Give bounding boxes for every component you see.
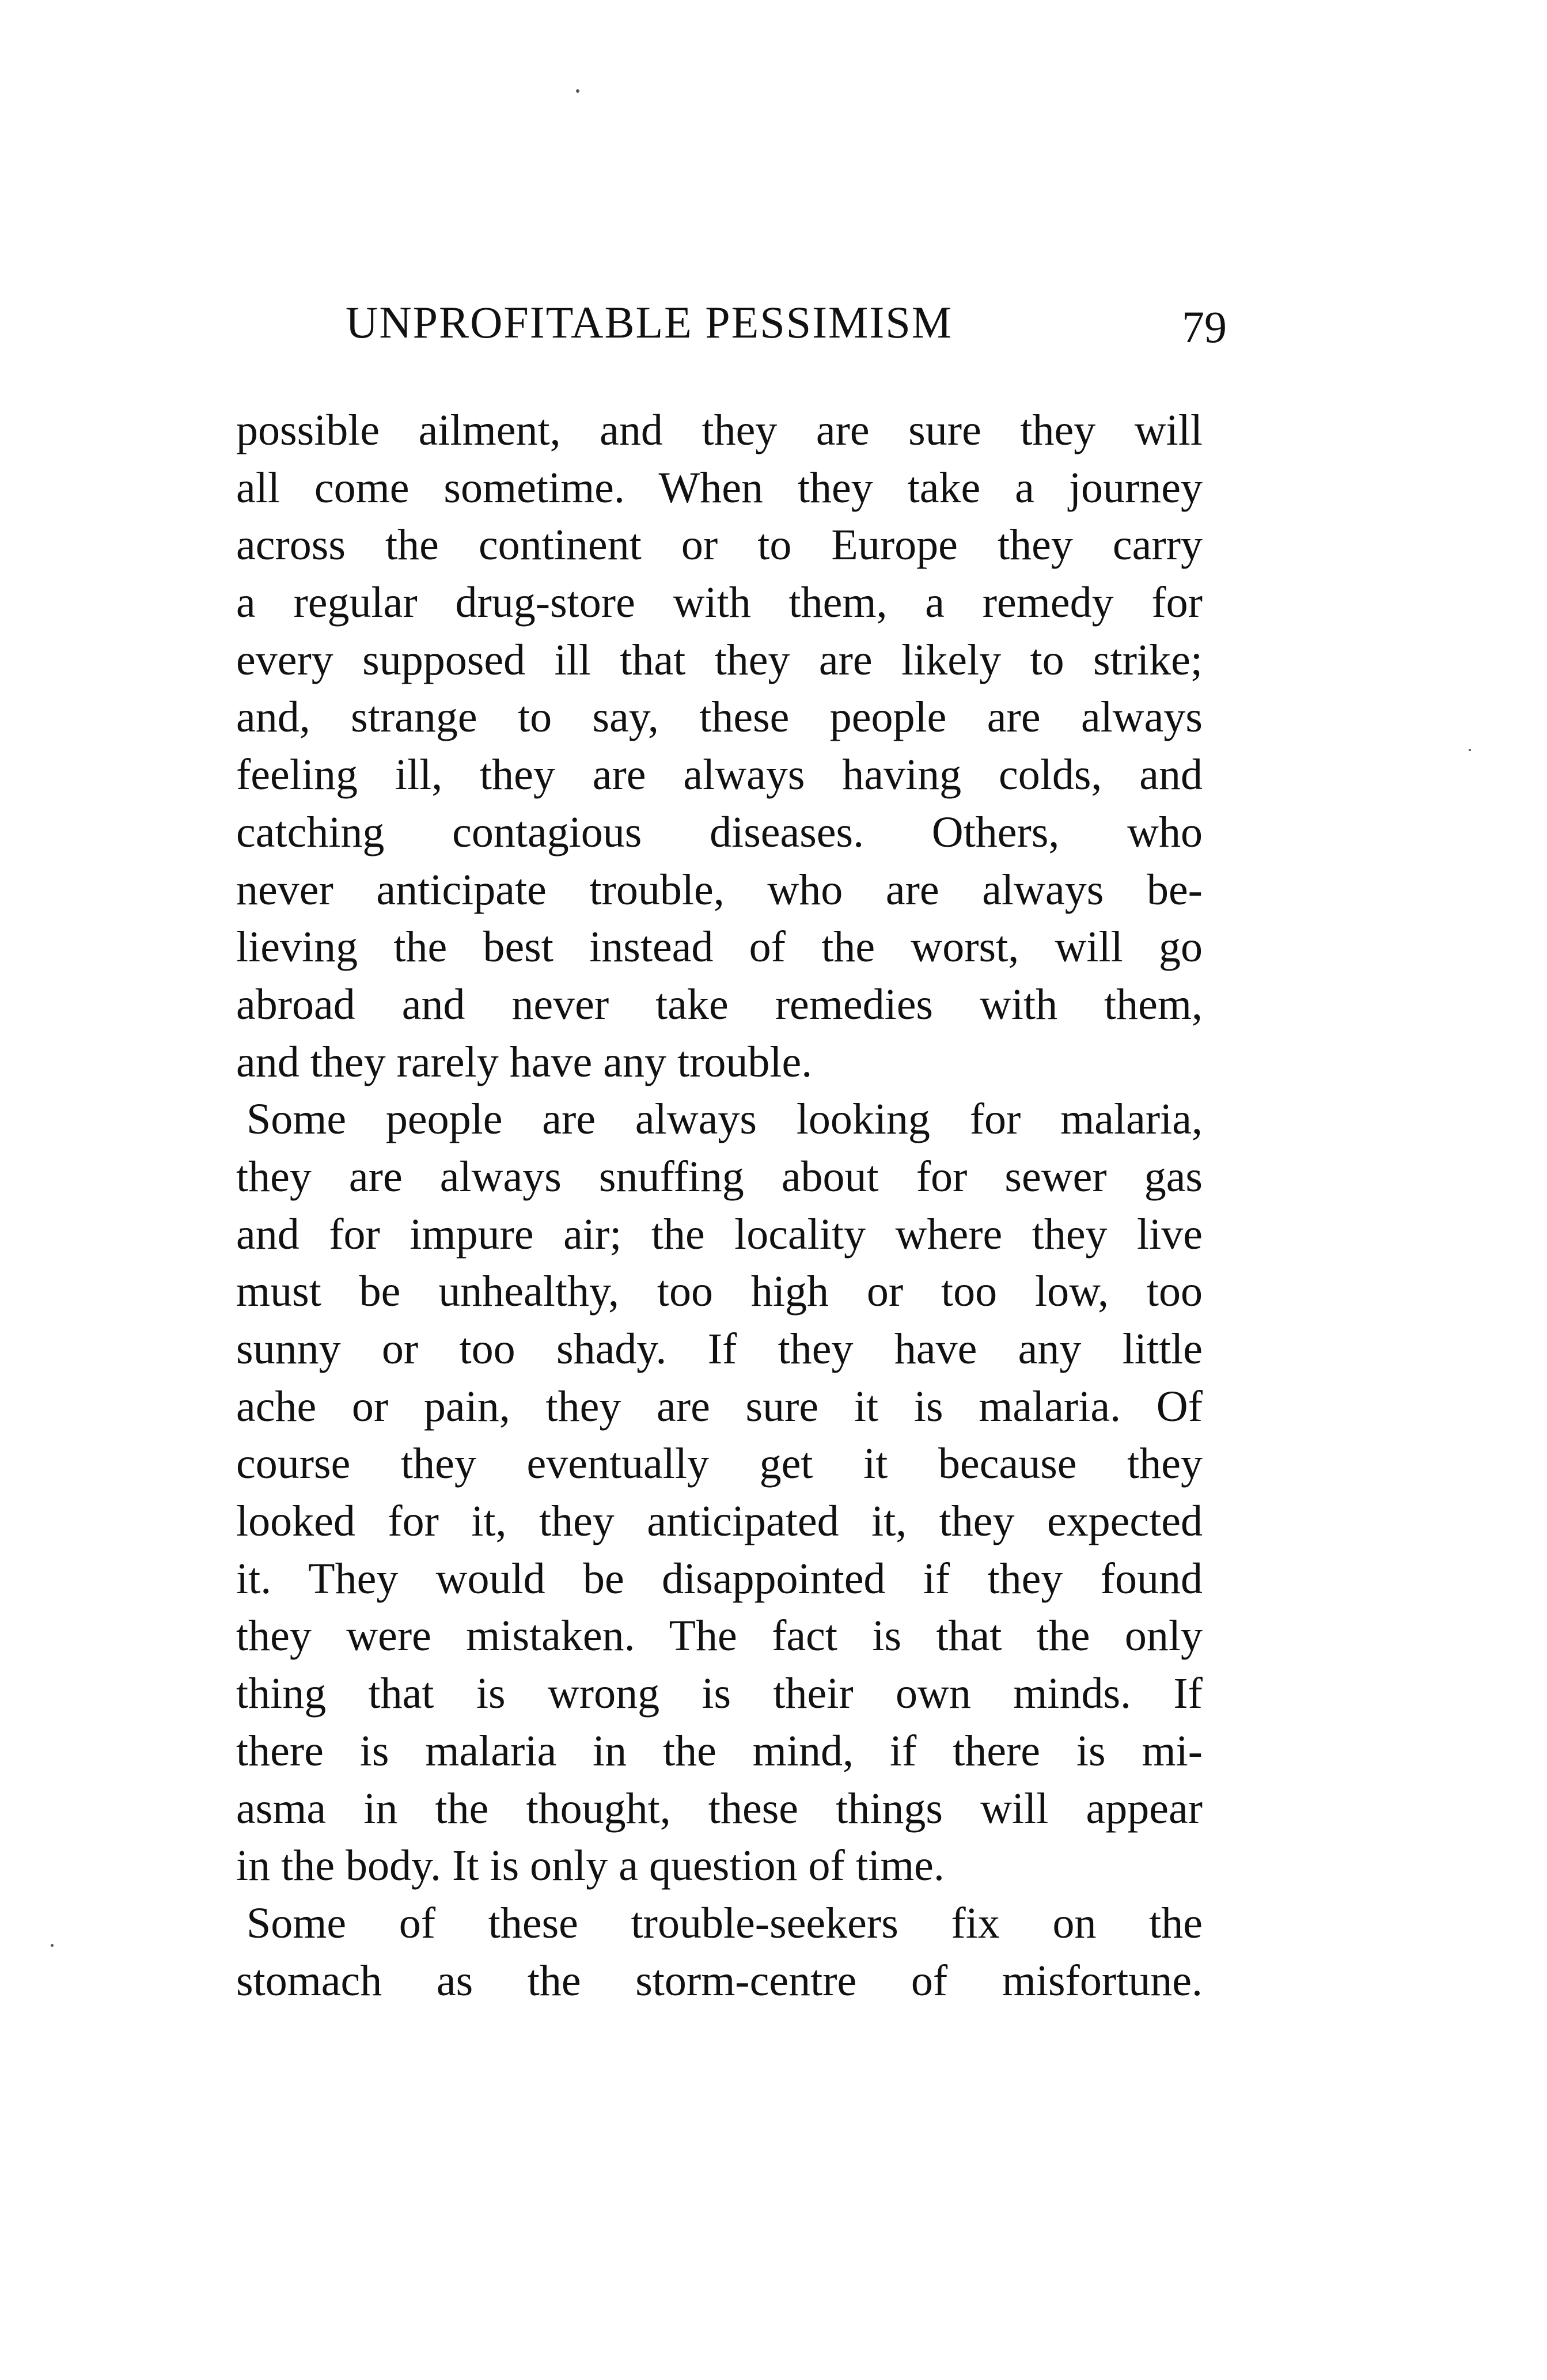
- text-line: thing that is wrong is their own minds. If: [236, 1669, 1203, 1718]
- scan-speck: [1469, 749, 1471, 751]
- text-line: must be unhealthy, too high or too low, too: [236, 1267, 1203, 1316]
- running-header: [346, 291, 1227, 354]
- text-line: they were mistaken. The fact is that the only: [236, 1612, 1203, 1661]
- text-line: feeling ill, they are always having colds, and: [236, 751, 1203, 799]
- text-line: Some of these trouble-seekers fix on the: [247, 1898, 1203, 1947]
- text-line: and, strange to say, these people are always: [236, 693, 1203, 742]
- page-number: 79: [1182, 302, 1227, 352]
- text-line: Some people are always looking for malaria,: [247, 1095, 1203, 1144]
- text-line: possible ailment, and they are sure they will: [236, 406, 1203, 454]
- paragraph: [236, 1895, 1203, 2010]
- body-text: [236, 402, 1203, 2010]
- paragraph: [236, 402, 1203, 1091]
- text-line: there is malaria in the mind, if there is mi-: [236, 1726, 1203, 1775]
- text-line: course they eventually get it because they: [236, 1439, 1203, 1488]
- text-line: across the continent or to Europe they carry: [236, 521, 1203, 570]
- text-line: ache or pain, they are sure it is malaria. Of: [236, 1382, 1203, 1431]
- text-line: all come sometime. When they take a journey: [236, 463, 1203, 512]
- scan-speck: [51, 1944, 54, 1947]
- text-line: and they rarely have any trouble.: [236, 1037, 813, 1086]
- text-line: they are always snuffing about for sewer gas: [236, 1152, 1203, 1201]
- text-line: sunny or too shady. If they have any little: [236, 1325, 1203, 1373]
- text-line: looked for it, they anticipated it, they expected: [236, 1497, 1203, 1546]
- scan-speck: [576, 89, 579, 93]
- text-line: in the body. It is only a question of time.: [236, 1841, 945, 1890]
- paragraph: [236, 1091, 1203, 1895]
- text-line: a regular drug-store with them, a remedy for: [236, 578, 1203, 627]
- text-line: lieving the best instead of the worst, will go: [236, 923, 1203, 972]
- running-title: UNPROFITABLE PESSIMISM: [346, 297, 953, 347]
- text-line: catching contagious diseases. Others, who: [236, 808, 1203, 857]
- text-line: stomach as the storm-centre of misfortune.: [236, 1956, 1203, 2005]
- text-line: abroad and never take remedies with them,: [236, 980, 1203, 1029]
- text-line: and for impure air; the locality where they live: [236, 1210, 1203, 1259]
- text-line: asma in the thought, these things will appear: [236, 1784, 1203, 1833]
- text-line: every supposed ill that they are likely to strike;: [236, 635, 1203, 684]
- text-line: never anticipate trouble, who are always be-: [236, 865, 1203, 914]
- text-line: it. They would be disappointed if they found: [236, 1554, 1203, 1603]
